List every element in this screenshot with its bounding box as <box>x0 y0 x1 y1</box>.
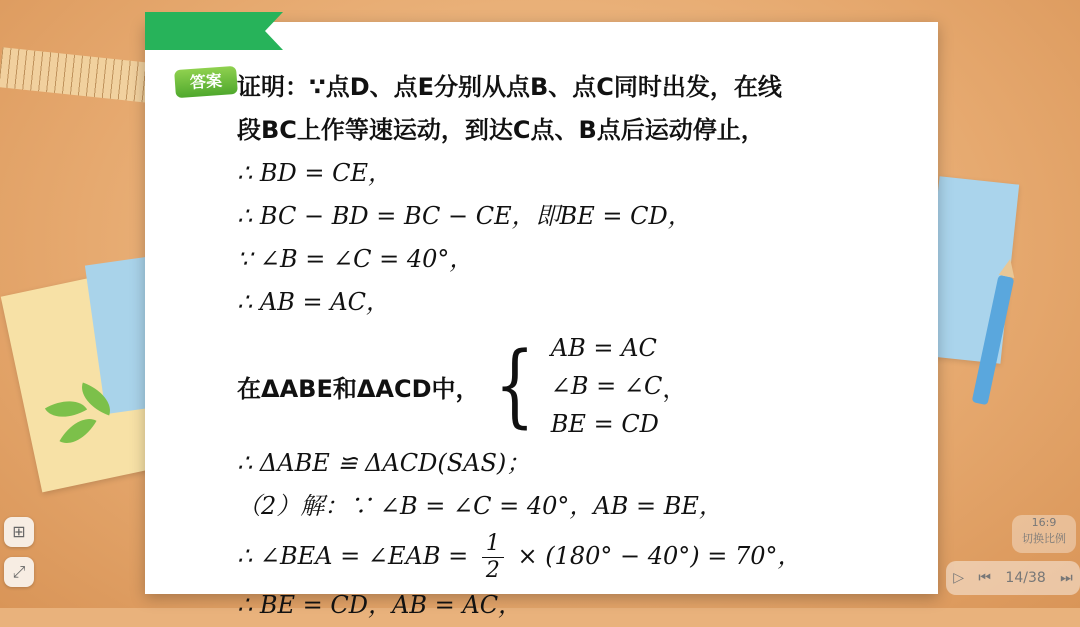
fraction-numerator: 1 <box>482 531 504 558</box>
line10-right: × (180° − 40°) = 70°， <box>509 542 802 570</box>
proof-line-10 <box>237 528 908 584</box>
fullscreen-icon: ⤢ <box>12 562 26 581</box>
answer-badge: 答案 <box>174 66 238 98</box>
proof-line-9: （2）解：∵ ∠B = ∠C = 40°，AB = BE， <box>237 492 723 520</box>
congruence-system <box>237 330 908 442</box>
page-indicator: 14/38 <box>1005 570 1046 586</box>
aspect-ratio-toggle[interactable] <box>1012 515 1076 553</box>
system-suffix: ， <box>662 374 687 403</box>
left-brace-icon: { <box>494 333 535 438</box>
slide-content <box>237 66 908 627</box>
proof-line-5: ∵ ∠B = ∠C = 40°， <box>237 245 474 273</box>
system-eq-1: AB = AC <box>550 334 657 362</box>
proof-line-8: ∴ ΔABE ≌ ΔACD(SAS)； <box>237 449 531 477</box>
slide <box>145 22 938 619</box>
system-eq-2: ∠B = ∠C <box>550 372 663 400</box>
slide-pager <box>946 561 1080 595</box>
proof-line-6: ∴ AB = AC， <box>237 288 390 316</box>
next-icon[interactable]: ⏭ <box>1060 570 1073 586</box>
proof-line-1: 证明：∵点D、点E分别从点B、点C同时出发，在线 <box>237 73 782 101</box>
play-icon[interactable]: ▷ <box>953 570 964 586</box>
fraction <box>482 531 504 584</box>
ribbon-decoration <box>145 12 265 50</box>
proof-line-3: ∴ BD = CE， <box>237 159 393 187</box>
system-eq-3: BE = CD <box>550 410 659 438</box>
ratio-label: 切换比例 <box>1022 532 1066 545</box>
fraction-denominator: 2 <box>485 558 500 583</box>
grid-icon: ⊞ <box>12 522 26 541</box>
proof-line-11: ∴ BE = CD，AB = AC， <box>237 591 523 619</box>
fullscreen-button[interactable] <box>4 557 34 587</box>
system-prefix: 在ΔABE和ΔACD中， <box>237 374 480 403</box>
proof-line-4: ∴ BC − BD = BC − CE，即BE = CD， <box>237 202 692 230</box>
system-equations <box>551 330 663 442</box>
grid-view-button[interactable] <box>4 517 34 547</box>
proof-line-2: 段BC上作等速运动，到达C点、B点后运动停止， <box>237 116 765 144</box>
prev-icon[interactable]: ⏮ <box>978 570 991 586</box>
line10-left: ∴ ∠BEA = ∠EAB = <box>237 542 476 570</box>
ratio-value: 16:9 <box>1031 516 1057 529</box>
